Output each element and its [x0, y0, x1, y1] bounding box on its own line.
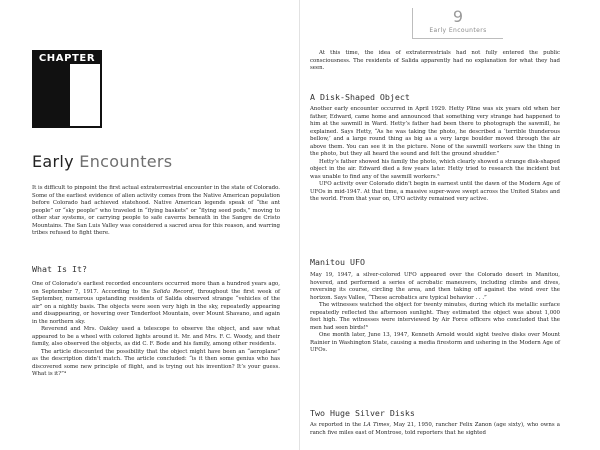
- section-heading-what-is-it: What Is It?: [32, 264, 87, 274]
- running-head: [412, 8, 503, 39]
- section-heading-silver-disks: Two Huge Silver Disks: [310, 408, 415, 418]
- s4-p1-text-b: May 21, 1950, rancher Felix Zanon (age sixty), who owns a ranch five miles east of Montrose, told reporters that he sighted: [310, 422, 561, 436]
- chapter-title: [32, 152, 172, 171]
- chapter-number-glyph: [70, 64, 100, 126]
- s4-p1-text-a: As reported in the: [310, 422, 364, 428]
- section-heading-manitou: Manitou UFO: [310, 257, 365, 267]
- chapter-badge: [32, 50, 102, 128]
- right-top-paragraph: [310, 50, 560, 73]
- page-number: 9: [452, 7, 464, 26]
- right-p-top: At this time, the idea of extraterrestrials had not fully entered the public consciousness. The residents of Salida apparently had no explanation for what they had seen.: [310, 50, 560, 71]
- section2-paragraph-1: Another early encounter occurred in April 1929. Hetty Pline was six years old when her father, Edward, came home and announced that something very strange had happened to him at the sawmill in Ward. Hetty’s father had been there to photograph the sawmill, he explained. Says Hetty, “As he was taking the photo, he described a ‘terrible thunderous bellow,’ and a large round thing as big as a very large boulder moved through the air above them. You can see it in the picture. None of the sawmill workers saw the thing in the photo, but they all heard the sound and felt the ground shudder.”: [310, 106, 560, 157]
- section4-body: [310, 422, 560, 437]
- s1-p1-emphasis: Salida Record,: [153, 288, 195, 295]
- intro-paragraph: It is difficult to pinpoint the first actual extraterrestrial encounter in the state of Colorado. Some of the earliest evidence of alien activity comes from the Native American population before Colorado had achieved statehood. Native American legends speak of “the ant people” or “sky people” who traveled in “flying baskets” or “flying seed pods,” moving to other star systems, or carrying people to safe caverns beneath in the Sangre de Cristo Mountains. The San Luis Valley was considered a sacred area for this reason, and warring tribes refused to fight there.: [32, 185, 280, 236]
- section1-paragraph-1: [32, 281, 280, 326]
- section3-body: [310, 272, 560, 355]
- s1-p1-text-b: throughout the first week of September, numerous upstanding residents of Salida observed strange “vehicles of the air” on a nightly basis. The objects were seen very high in the sky, repeatedly appearing and disappearing, or hovering over Tenderfoot Mountain, over Mount Shavano, and again in the northern sky.: [32, 288, 280, 325]
- section3-paragraph-2: The witnesses watched the object for twenty minutes, during which its metallic surface repeatedly reflected the afternoon sunlight. They estimated the object was about 1,000 feet high. The witnesses were interviewed by Air Force officers who concluded that the men had seen birds!⁶: [310, 302, 560, 331]
- section3-paragraph-3: One month later, June 13, 1947, Kenneth Arnold would sight twelve disks over Mount Rainier in Washington State, causing a media firestorm and ushering in the Modern Age of UFOs.: [310, 332, 560, 353]
- chapter-label: CHAPTER: [38, 53, 96, 64]
- running-head-title: Early Encounters: [429, 27, 487, 34]
- section1-paragraph-3: The article discounted the possibility that the object might have been an “aeroplane” as the description didn’t match. The article concluded: “is it then some genius who has discovered some new principle of flight, and is trying out his invention? It’s your guess. What is it?”⁴: [32, 348, 280, 377]
- section3-paragraph-1: May 19, 1947, a silver-colored UFO appeared over the Colorado desert in Manitou, hovered, and performed a series of acrobatic maneuvers, including climbs and dives, reversing its course, circling the area, and then taking off against the wind over the horizon. Says Vallee, “These acrobatics are typical behavior . . .”: [310, 272, 560, 301]
- section1-body: [32, 281, 280, 379]
- section4-paragraph-1: [310, 422, 560, 437]
- section2-body: [310, 106, 560, 204]
- chapter-title-word1: Early: [32, 152, 74, 171]
- chapter-title-word2: Encounters: [79, 152, 173, 171]
- intro-paragraph-block: [32, 185, 280, 238]
- section1-paragraph-2: Reverend and Mrs. Oakley used a telescope to observe the object, and saw what appeared to be a wheel with colored lights around it. Mr. and Mrs. F. C. Woody, and their family, also observed the objects, as did C. F. Bode and his family, among other residents.: [32, 326, 280, 347]
- page-gutter: [299, 0, 300, 450]
- s1-p1-text-a: One of Colorado’s earliest recorded encounters occurred more than a hundred years ago, on September 7, 1917. According to the: [32, 281, 280, 295]
- s4-p1-emphasis: LA Times,: [363, 422, 392, 428]
- section2-paragraph-3: UFO activity over Colorado didn’t begin in earnest until the dawn of the Modern Age of UFOs in mid-1947. At that time, a massive super-wave swept across the United States and the world. From that year on, UFO activity remained very active.: [310, 181, 560, 202]
- section2-paragraph-2: Hetty’s father showed his family the photo, which clearly showed a strange disk-shaped object in the air. Edward died a few years later. Hetty tried to research the incident but was unable to find any of the sawmill workers.⁵: [310, 158, 560, 180]
- section-heading-disk: A Disk-Shaped Object: [310, 92, 410, 102]
